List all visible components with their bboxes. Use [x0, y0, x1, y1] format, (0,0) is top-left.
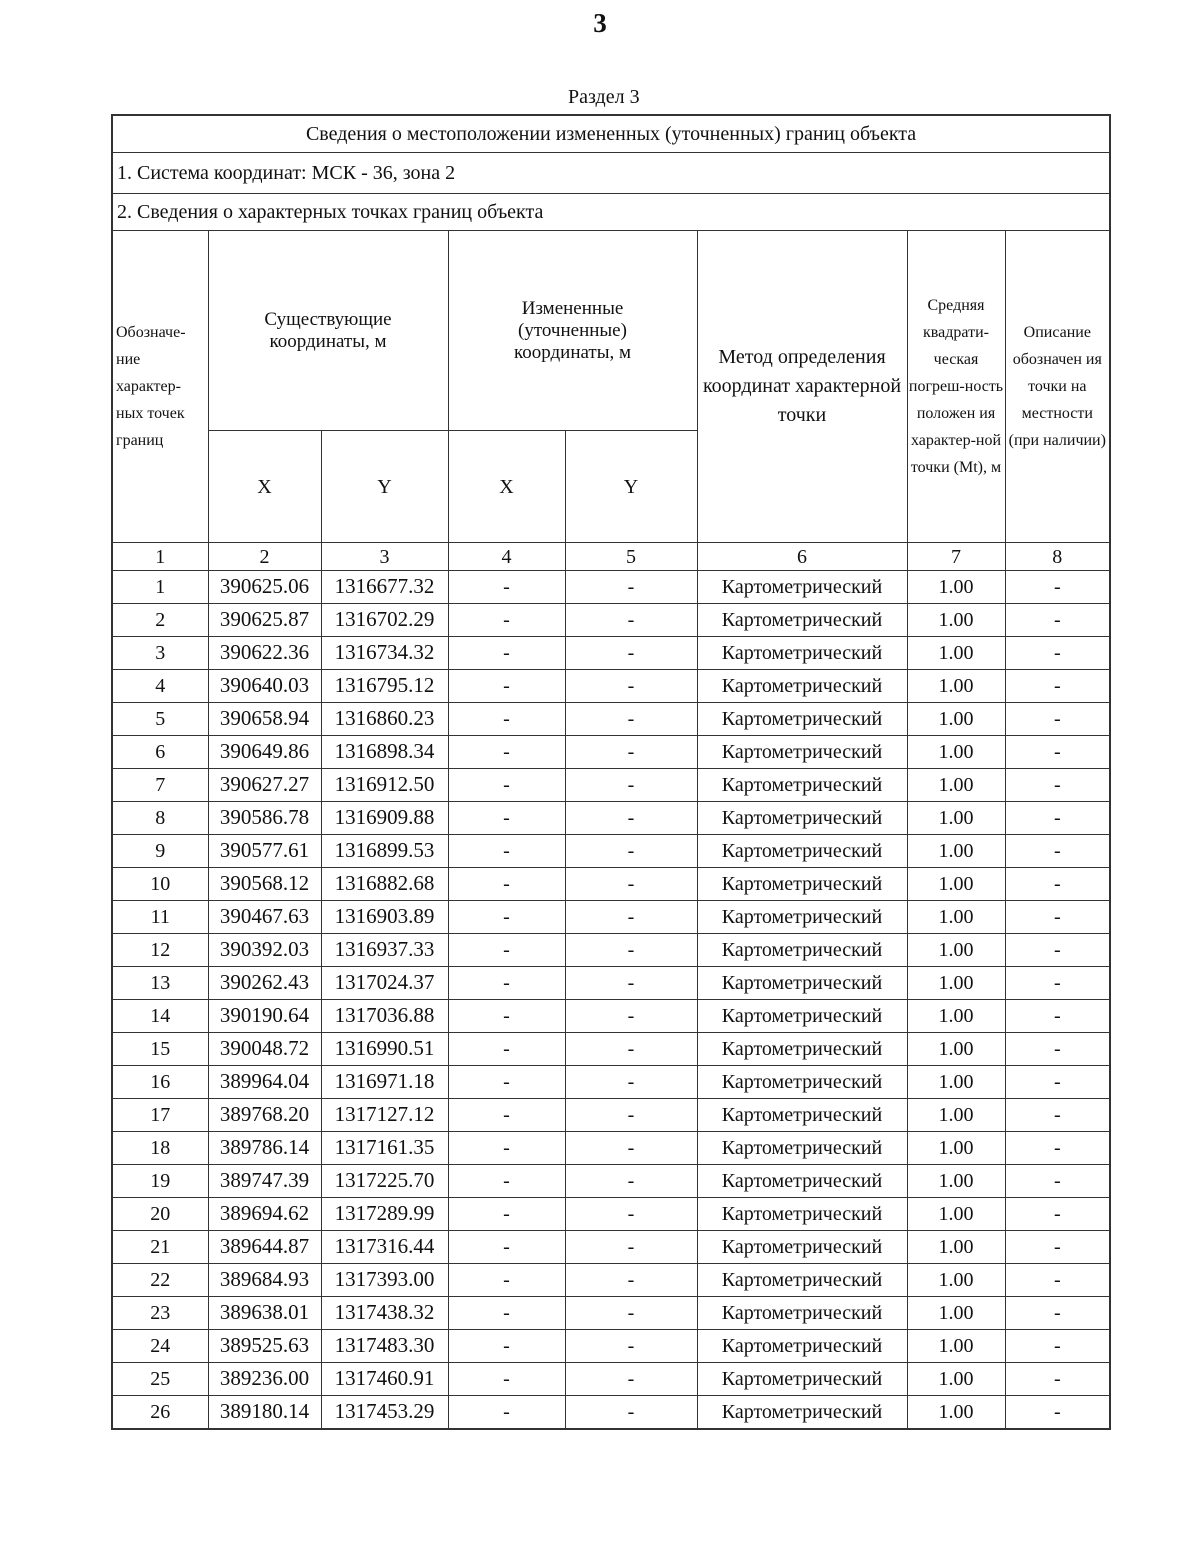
existing-y: 1317316.44 [321, 1231, 448, 1264]
point-number: 23 [112, 1297, 208, 1330]
changed-x: - [448, 868, 565, 901]
changed-x: - [448, 802, 565, 835]
method: Картометрический [697, 967, 907, 1000]
existing-x: 389638.01 [208, 1297, 321, 1330]
column-number: 7 [907, 543, 1005, 571]
description: - [1005, 868, 1110, 901]
point-number: 3 [112, 637, 208, 670]
changed-x: - [448, 1231, 565, 1264]
existing-y: 1316677.32 [321, 571, 448, 604]
description: - [1005, 670, 1110, 703]
changed-y: - [565, 835, 697, 868]
method: Картометрический [697, 934, 907, 967]
coord-system: 1. Система координат: МСК - 36, зона 2 [112, 153, 1110, 194]
changed-x: - [448, 1363, 565, 1396]
table-row [112, 868, 1110, 901]
description: - [1005, 1000, 1110, 1033]
changed-x: - [448, 835, 565, 868]
existing-y: 1316860.23 [321, 703, 448, 736]
existing-y: 1317024.37 [321, 967, 448, 1000]
column-number: 4 [448, 543, 565, 571]
existing-x: 390649.86 [208, 736, 321, 769]
description: - [1005, 736, 1110, 769]
existing-x: 389236.00 [208, 1363, 321, 1396]
table-row [112, 736, 1110, 769]
changed-y: - [565, 1264, 697, 1297]
mse-value: 1.00 [907, 1231, 1005, 1264]
changed-y: - [565, 703, 697, 736]
method: Картометрический [697, 1099, 907, 1132]
header-y-changed: Y [565, 431, 697, 543]
existing-y: 1317036.88 [321, 1000, 448, 1033]
point-number: 15 [112, 1033, 208, 1066]
table-row [112, 1165, 1110, 1198]
existing-x: 390577.61 [208, 835, 321, 868]
existing-x: 389768.20 [208, 1099, 321, 1132]
changed-x: - [448, 1165, 565, 1198]
boundary-points-table [111, 114, 1111, 1430]
mse-value: 1.00 [907, 1396, 1005, 1430]
method: Картометрический [697, 901, 907, 934]
header-existing-coords: Существующие координаты, м [208, 231, 448, 431]
method: Картометрический [697, 1066, 907, 1099]
column-number: 5 [565, 543, 697, 571]
existing-y: 1317438.32 [321, 1297, 448, 1330]
description: - [1005, 1330, 1110, 1363]
column-number: 8 [1005, 543, 1110, 571]
existing-x: 390625.87 [208, 604, 321, 637]
point-number: 7 [112, 769, 208, 802]
existing-x: 389525.63 [208, 1330, 321, 1363]
description: - [1005, 1132, 1110, 1165]
header-x-existing: X [208, 431, 321, 543]
point-number: 19 [112, 1165, 208, 1198]
mse-value: 1.00 [907, 835, 1005, 868]
changed-y: - [565, 1033, 697, 1066]
point-number: 25 [112, 1363, 208, 1396]
changed-y: - [565, 1099, 697, 1132]
description: - [1005, 934, 1110, 967]
table-row [112, 934, 1110, 967]
changed-x: - [448, 1396, 565, 1430]
method: Картометрический [697, 1231, 907, 1264]
description: - [1005, 637, 1110, 670]
header-x-changed: X [448, 431, 565, 543]
mse-value: 1.00 [907, 1132, 1005, 1165]
point-number: 13 [112, 967, 208, 1000]
table-row [112, 1033, 1110, 1066]
method: Картометрический [697, 1396, 907, 1430]
method: Картометрический [697, 1330, 907, 1363]
changed-x: - [448, 934, 565, 967]
existing-x: 390190.64 [208, 1000, 321, 1033]
mse-value: 1.00 [907, 1264, 1005, 1297]
existing-x: 390262.43 [208, 967, 321, 1000]
table-row [112, 802, 1110, 835]
mse-value: 1.00 [907, 1165, 1005, 1198]
method: Картометрический [697, 802, 907, 835]
table-row [112, 1066, 1110, 1099]
existing-y: 1317453.29 [321, 1396, 448, 1430]
mse-value: 1.00 [907, 670, 1005, 703]
table-row [112, 1198, 1110, 1231]
changed-y: - [565, 901, 697, 934]
table-row [112, 571, 1110, 604]
point-number: 9 [112, 835, 208, 868]
description: - [1005, 571, 1110, 604]
existing-x: 389180.14 [208, 1396, 321, 1430]
method: Картометрический [697, 670, 907, 703]
existing-x: 390048.72 [208, 1033, 321, 1066]
existing-x: 389747.39 [208, 1165, 321, 1198]
changed-x: - [448, 703, 565, 736]
mse-value: 1.00 [907, 967, 1005, 1000]
changed-x: - [448, 967, 565, 1000]
table-row [112, 1231, 1110, 1264]
header-mse: Средняя квадрати-ческая погреш-ность положен ия характер-ной точки (Mt), м [907, 231, 1005, 543]
description: - [1005, 1231, 1110, 1264]
existing-x: 390467.63 [208, 901, 321, 934]
existing-x: 390622.36 [208, 637, 321, 670]
changed-x: - [448, 1066, 565, 1099]
changed-y: - [565, 736, 697, 769]
point-number: 16 [112, 1066, 208, 1099]
method: Картометрический [697, 736, 907, 769]
existing-y: 1316898.34 [321, 736, 448, 769]
existing-y: 1316899.53 [321, 835, 448, 868]
description: - [1005, 802, 1110, 835]
existing-x: 389644.87 [208, 1231, 321, 1264]
mse-value: 1.00 [907, 868, 1005, 901]
point-number: 6 [112, 736, 208, 769]
mse-value: 1.00 [907, 703, 1005, 736]
table-row [112, 769, 1110, 802]
point-number: 11 [112, 901, 208, 934]
point-number: 20 [112, 1198, 208, 1231]
changed-x: - [448, 1264, 565, 1297]
mse-value: 1.00 [907, 934, 1005, 967]
column-number: 2 [208, 543, 321, 571]
existing-y: 1317289.99 [321, 1198, 448, 1231]
existing-y: 1317161.35 [321, 1132, 448, 1165]
method: Картометрический [697, 1363, 907, 1396]
existing-x: 390625.06 [208, 571, 321, 604]
mse-value: 1.00 [907, 1066, 1005, 1099]
point-number: 24 [112, 1330, 208, 1363]
mse-value: 1.00 [907, 604, 1005, 637]
method: Картометрический [697, 1033, 907, 1066]
changed-y: - [565, 1330, 697, 1363]
changed-x: - [448, 901, 565, 934]
point-number: 12 [112, 934, 208, 967]
header-description: Описание обозначен ия точки на местности (при наличии) [1005, 231, 1110, 543]
changed-x: - [448, 1033, 565, 1066]
existing-y: 1316882.68 [321, 868, 448, 901]
changed-y: - [565, 1396, 697, 1430]
table-row [112, 967, 1110, 1000]
table-row [112, 604, 1110, 637]
existing-y: 1316937.33 [321, 934, 448, 967]
point-number: 14 [112, 1000, 208, 1033]
table-row [112, 703, 1110, 736]
table-row [112, 1099, 1110, 1132]
description: - [1005, 901, 1110, 934]
changed-x: - [448, 1198, 565, 1231]
existing-x: 389964.04 [208, 1066, 321, 1099]
mse-value: 1.00 [907, 1099, 1005, 1132]
method: Картометрический [697, 1165, 907, 1198]
changed-y: - [565, 571, 697, 604]
mse-value: 1.00 [907, 1330, 1005, 1363]
point-number: 8 [112, 802, 208, 835]
existing-y: 1316734.32 [321, 637, 448, 670]
table-row [112, 637, 1110, 670]
page-number: 3 [593, 8, 607, 38]
mse-value: 1.00 [907, 802, 1005, 835]
method: Картометрический [697, 571, 907, 604]
changed-y: - [565, 1066, 697, 1099]
changed-y: - [565, 1297, 697, 1330]
existing-y: 1316795.12 [321, 670, 448, 703]
header-changed-coords: Измененные (уточненные) координаты, м [448, 231, 697, 431]
point-number: 18 [112, 1132, 208, 1165]
description: - [1005, 1165, 1110, 1198]
description: - [1005, 835, 1110, 868]
mse-value: 1.00 [907, 1363, 1005, 1396]
point-number: 17 [112, 1099, 208, 1132]
existing-x: 390568.12 [208, 868, 321, 901]
method: Картометрический [697, 1264, 907, 1297]
table-row [112, 1330, 1110, 1363]
existing-y: 1316903.89 [321, 901, 448, 934]
existing-y: 1316990.51 [321, 1033, 448, 1066]
changed-y: - [565, 670, 697, 703]
description: - [1005, 1066, 1110, 1099]
changed-y: - [565, 1132, 697, 1165]
point-number: 2 [112, 604, 208, 637]
changed-x: - [448, 670, 565, 703]
changed-y: - [565, 637, 697, 670]
changed-y: - [565, 967, 697, 1000]
existing-x: 389684.93 [208, 1264, 321, 1297]
table-row [112, 1297, 1110, 1330]
existing-y: 1316912.50 [321, 769, 448, 802]
changed-y: - [565, 868, 697, 901]
description: - [1005, 1033, 1110, 1066]
changed-x: - [448, 1330, 565, 1363]
changed-y: - [565, 769, 697, 802]
changed-x: - [448, 1132, 565, 1165]
point-number: 21 [112, 1231, 208, 1264]
method: Картометрический [697, 1132, 907, 1165]
existing-x: 390658.94 [208, 703, 321, 736]
changed-y: - [565, 802, 697, 835]
mse-value: 1.00 [907, 769, 1005, 802]
mse-value: 1.00 [907, 1198, 1005, 1231]
existing-y: 1317483.30 [321, 1330, 448, 1363]
mse-value: 1.00 [907, 1297, 1005, 1330]
method: Картометрический [697, 604, 907, 637]
existing-x: 390392.03 [208, 934, 321, 967]
changed-y: - [565, 934, 697, 967]
existing-x: 390640.03 [208, 670, 321, 703]
column-number: 1 [112, 543, 208, 571]
table-row [112, 670, 1110, 703]
header-method: Метод определения координат характерной точки [697, 231, 907, 543]
existing-x: 390586.78 [208, 802, 321, 835]
header-designation: Обозначе-ние характер-ных точек границ [112, 231, 208, 543]
changed-y: - [565, 1198, 697, 1231]
existing-y: 1316971.18 [321, 1066, 448, 1099]
existing-x: 389694.62 [208, 1198, 321, 1231]
table-row [112, 1000, 1110, 1033]
description: - [1005, 1099, 1110, 1132]
existing-x: 390627.27 [208, 769, 321, 802]
description: - [1005, 703, 1110, 736]
point-number: 4 [112, 670, 208, 703]
changed-x: - [448, 1297, 565, 1330]
changed-x: - [448, 1099, 565, 1132]
changed-y: - [565, 1363, 697, 1396]
existing-y: 1316702.29 [321, 604, 448, 637]
table-row [112, 1396, 1110, 1430]
method: Картометрический [697, 1000, 907, 1033]
description: - [1005, 1264, 1110, 1297]
changed-y: - [565, 604, 697, 637]
point-number: 26 [112, 1396, 208, 1430]
point-number: 5 [112, 703, 208, 736]
changed-x: - [448, 571, 565, 604]
changed-x: - [448, 736, 565, 769]
description: - [1005, 967, 1110, 1000]
existing-y: 1317225.70 [321, 1165, 448, 1198]
description: - [1005, 1396, 1110, 1430]
table-row [112, 1132, 1110, 1165]
description: - [1005, 769, 1110, 802]
changed-y: - [565, 1165, 697, 1198]
changed-y: - [565, 1231, 697, 1264]
table-row [112, 1363, 1110, 1396]
description: - [1005, 1198, 1110, 1231]
existing-y: 1316909.88 [321, 802, 448, 835]
method: Картометрический [697, 703, 907, 736]
mse-value: 1.00 [907, 637, 1005, 670]
point-number: 22 [112, 1264, 208, 1297]
existing-x: 389786.14 [208, 1132, 321, 1165]
existing-y: 1317460.91 [321, 1363, 448, 1396]
table-row [112, 835, 1110, 868]
column-numbers-row [112, 543, 1110, 571]
changed-x: - [448, 1000, 565, 1033]
description: - [1005, 1297, 1110, 1330]
method: Картометрический [697, 868, 907, 901]
table-row [112, 901, 1110, 934]
changed-y: - [565, 1000, 697, 1033]
description: - [1005, 604, 1110, 637]
point-number: 10 [112, 868, 208, 901]
changed-x: - [448, 769, 565, 802]
method: Картометрический [697, 1198, 907, 1231]
method: Картометрический [697, 769, 907, 802]
column-number: 3 [321, 543, 448, 571]
description: - [1005, 1363, 1110, 1396]
method: Картометрический [697, 1297, 907, 1330]
method: Картометрический [697, 637, 907, 670]
existing-y: 1317393.00 [321, 1264, 448, 1297]
column-number: 6 [697, 543, 907, 571]
mse-value: 1.00 [907, 1033, 1005, 1066]
section-label: Раздел 3 [568, 86, 640, 108]
mse-value: 1.00 [907, 1000, 1005, 1033]
table-row [112, 1264, 1110, 1297]
header-y-existing: Y [321, 431, 448, 543]
method: Картометрический [697, 835, 907, 868]
table-title: Сведения о местоположении измененных (уточненных) границ объекта [112, 115, 1110, 153]
changed-x: - [448, 604, 565, 637]
mse-value: 1.00 [907, 901, 1005, 934]
mse-value: 1.00 [907, 571, 1005, 604]
mse-value: 1.00 [907, 736, 1005, 769]
changed-x: - [448, 637, 565, 670]
existing-y: 1317127.12 [321, 1099, 448, 1132]
points-info: 2. Сведения о характерных точках границ объекта [112, 194, 1110, 231]
point-number: 1 [112, 571, 208, 604]
